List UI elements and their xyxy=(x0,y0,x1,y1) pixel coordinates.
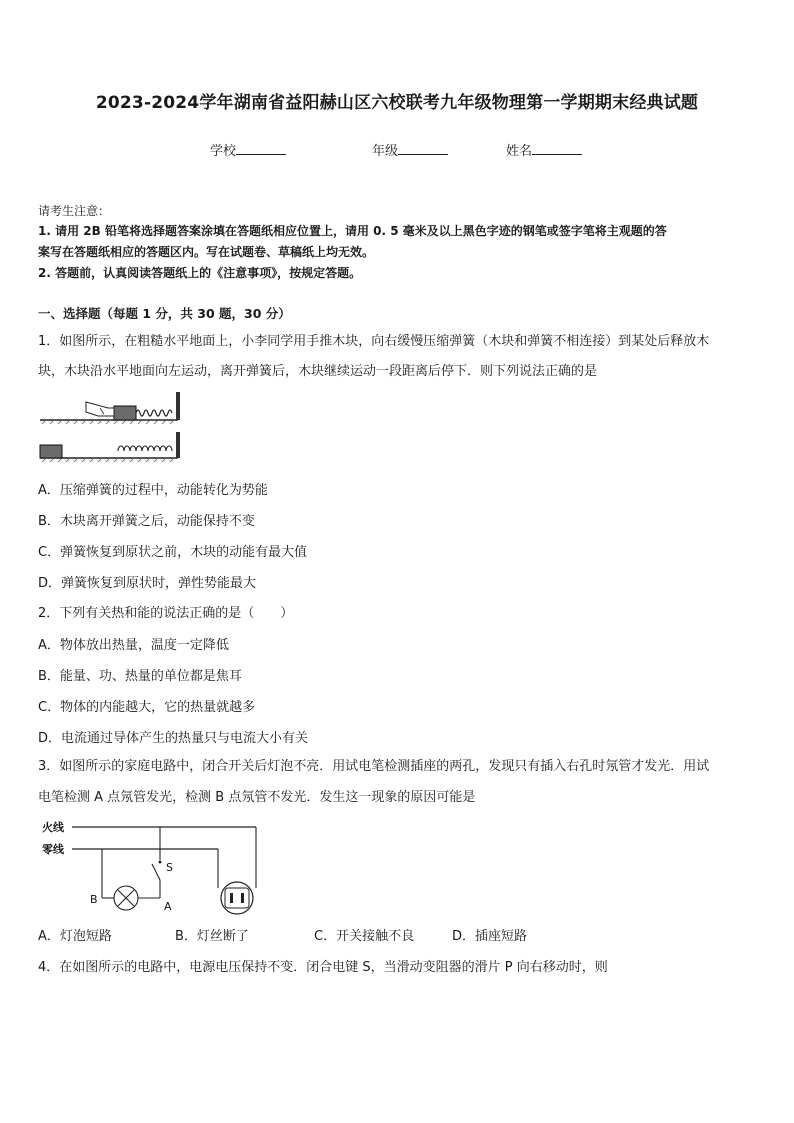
q2-option-c[interactable]: C．物体的内能越大，它的热量就越多 xyxy=(38,700,256,715)
school-blank xyxy=(236,140,286,155)
q1-upper-scene xyxy=(40,392,180,424)
q2-stem: 2．下列有关热和能的说法正确的是（ ） xyxy=(38,606,294,621)
q2-option-b[interactable]: B．能量、功、热量的单位都是焦耳 xyxy=(38,669,242,684)
q3-switch-blade xyxy=(152,864,160,880)
q3-switch-label: S xyxy=(166,861,173,874)
notice-item-1-line-2: 案写在答题纸相应的答题区内。写在试题卷、草稿纸上均无效。 xyxy=(38,245,375,259)
q2-option-d[interactable]: D．电流通过导体产生的热量只与电流大小有关 xyxy=(38,731,309,746)
notice-heading: 请考生注意： xyxy=(38,204,111,218)
q1-stem-line-2: 块，木块沿水平地面向左运动，离开弹簧后，木块继续运动一段距离后停下．则下列说法正确的是 xyxy=(38,364,598,379)
school-label: 学校 xyxy=(210,144,237,159)
q1-option-d[interactable]: D．弹簧恢复到原状时，弹性势能最大 xyxy=(38,576,257,591)
q3-stem-line-1: 3．如图所示的家庭电路中，闭合开关后灯泡不亮．用试电笔检测插座的两孔，发现只有插入右孔时氖管才发光．用试 xyxy=(38,759,710,774)
q3-option-d[interactable]: D．插座短路 xyxy=(452,929,528,944)
q3-live-wire-label: 火线 xyxy=(42,821,64,834)
grade-blank xyxy=(398,140,448,155)
grade-label: 年级 xyxy=(372,144,399,159)
q1-spring-block-figure xyxy=(38,390,188,470)
school-field xyxy=(210,140,286,159)
notice-item-2: 2. 答题前，认真阅读答题纸上的《注意事项》，按规定答题。 xyxy=(38,266,362,280)
q3-point-a-label: A xyxy=(164,900,172,913)
q1-option-a[interactable]: A．压缩弹簧的过程中，动能转化为势能 xyxy=(38,483,268,498)
student-info-row xyxy=(0,140,794,160)
notice-item-1-line-1: 1. 请用 2B 铅笔将选择题答案涂填在答题纸相应位置上，请用 0. 5 毫米及以上黑色字迹的钢笔或签字笔将主观题的答 xyxy=(38,224,667,238)
q3-option-b[interactable]: B．灯丝断了 xyxy=(175,929,249,944)
q2-option-a[interactable]: A．物体放出热量，温度一定降低 xyxy=(38,638,229,653)
q3-point-b-label: B xyxy=(90,893,98,906)
q3-neutral-wire-label: 零线 xyxy=(42,843,64,856)
exam-title: 2023-2024学年湖南省益阳赫山区六校联考九年级物理第一学期期末经典试题 xyxy=(95,93,699,113)
q3-option-c[interactable]: C．开关接触不良 xyxy=(314,929,415,944)
grade-field xyxy=(372,140,448,159)
q1-lower-scene xyxy=(40,432,180,462)
name-label: 姓名 xyxy=(506,144,533,159)
name-field xyxy=(506,140,582,159)
section-heading: 一、选择题（每题 1 分，共 30 题，30 分） xyxy=(38,306,291,321)
q3-household-circuit-figure xyxy=(38,818,268,918)
q3-option-a[interactable]: A．灯泡短路 xyxy=(38,929,112,944)
q1-option-c[interactable]: C．弹簧恢复到原状之前，木块的动能有最大值 xyxy=(38,545,308,560)
q3-stem-line-2: 电笔检测 A 点氖管发光，检测 B 点氖管不发光．发生这一现象的原因可能是 xyxy=(38,790,476,805)
q4-stem: 4．在如图所示的电路中，电源电压保持不变．闭合电键 S，当滑动变阻器的滑片 P 向右移动时，则 xyxy=(38,960,608,975)
q1-option-b[interactable]: B．木块离开弹簧之后，动能保持不变 xyxy=(38,514,255,529)
name-blank xyxy=(532,140,582,155)
q1-stem-line-1: 1．如图所示，在粗糙水平地面上，小李同学用手推木块，向右缓慢压缩弹簧（木块和弹簧不相连接）到某处后释放木 xyxy=(38,334,710,349)
